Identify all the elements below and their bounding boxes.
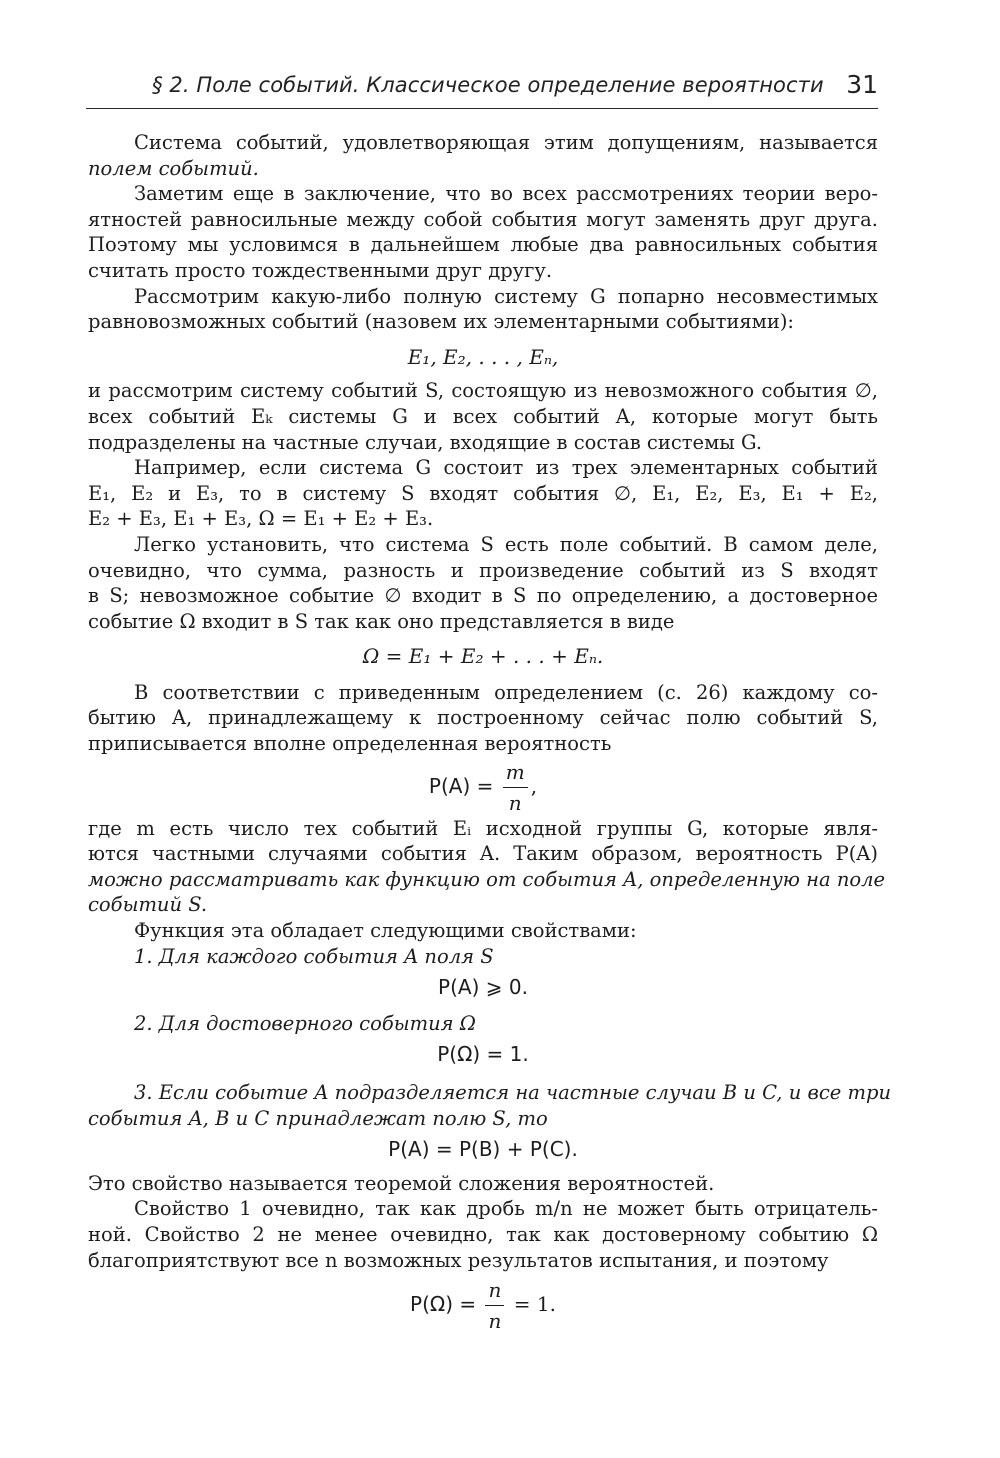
paragraph <box>88 816 886 918</box>
text-line: бытию A, принадлежащему к построенному сейчас полю событий S, <box>88 706 878 730</box>
paragraph <box>88 1080 892 1163</box>
text-line: считать просто тождественными друг другу. <box>88 258 553 282</box>
paragraph <box>88 944 878 1001</box>
paragraph <box>88 130 878 181</box>
text-line: Рассмотрим какую-либо полную систему G попарно несовместимых <box>134 284 878 308</box>
text-line: можно рассматривать как функцию от события A, определенную на поле <box>88 867 886 891</box>
text-line: благоприятствуют все n возможных результатов испытания, и поэтому <box>88 1248 829 1272</box>
text-line: в S; невозможное событие ∅ входит в S по определению, а достоверное <box>88 584 878 608</box>
text-line: событие Ω входит в S так как оно представляется в виде <box>88 609 675 633</box>
text-line: подразделены на частные случаи, входящие в состав системы G. <box>88 430 763 454</box>
display-equation: P(Ω) = 1. <box>437 1042 529 1067</box>
page-number: 31 <box>846 70 878 99</box>
section-title: § 2. Поле событий. Классическое определение вероятности <box>152 73 824 97</box>
text-line: E₁, E₂ и E₃, то в систему S входят события ∅, E₁, E₂, E₃, E₁ + E₂, <box>88 481 878 505</box>
text-line: 3. Если событие A подразделяется на частные случаи B и C, и все три <box>134 1081 892 1104</box>
paragraph <box>88 680 878 816</box>
text-line: приписывается вполне определенная вероятность <box>88 732 612 756</box>
running-header <box>86 64 878 109</box>
text-line: Заметим еще в заключение, что во всех рассмотрениях теории веро- <box>134 182 878 206</box>
display-equation: P(A) = P(B) + P(C). <box>388 1137 578 1162</box>
text-line: всех событий Eₖ системы G и всех событий A, которые могут быть <box>88 404 878 428</box>
text-line: Функция эта обладает следующими свойствами: <box>134 919 637 943</box>
equation-lhs: P(A) = <box>428 773 494 798</box>
text-line: равновозможных событий (назовем их элементарными событиями): <box>88 310 794 334</box>
text-line: и рассмотрим систему событий S, состоящую из невозможного события ∅, <box>88 379 878 403</box>
display-equation: P(A) ⩾ 0. <box>438 975 528 1000</box>
text-line: Например, если система G состоит из трех элементарных событий <box>134 456 878 480</box>
equation-lhs: P(Ω) = <box>410 1292 477 1317</box>
text-line: ятностей равносильные между собой события могут заменять друг друга. <box>88 207 878 231</box>
text-line: события A, B и C принадлежат полю S, то <box>88 1106 548 1130</box>
equation-tail: , <box>530 773 538 798</box>
paragraph <box>88 1196 878 1334</box>
text-line: В соответствии с приведенным определением (с. 26) каждому со- <box>134 680 878 704</box>
text-line: очевидно, что сумма, разность и произведение событий из S входят <box>88 558 878 582</box>
paragraph <box>88 378 878 455</box>
paragraph <box>88 181 878 283</box>
display-equation-fraction <box>88 759 878 816</box>
fraction-numerator: m <box>503 759 528 788</box>
text-line: Это свойство называется теоремой сложения вероятностей. <box>88 1171 715 1195</box>
paragraph <box>88 532 878 670</box>
fraction-numerator: n <box>485 1277 504 1306</box>
paragraph <box>88 284 878 371</box>
fraction <box>485 1277 504 1334</box>
text-line: Система событий, удовлетворяющая этим допущениям, называется <box>134 131 878 154</box>
display-equation: Ω = E₁ + E₂ + . . . + Eₙ. <box>362 644 604 669</box>
fraction-denominator: n <box>488 1309 502 1334</box>
text-line: E₂ + E₃, E₁ + E₃, Ω = E₁ + E₂ + E₃. <box>88 507 434 531</box>
fraction <box>503 759 528 816</box>
text-line: событий S. <box>88 893 208 917</box>
text-line: Поэтому мы условимся в дальнейшем любые два равносильных события <box>88 233 878 257</box>
text-line: полем событий. <box>88 156 259 180</box>
paragraph <box>88 1171 878 1197</box>
fraction-denominator: n <box>508 790 522 815</box>
equation-tail: = 1. <box>513 1292 556 1317</box>
text-line: 2. Для достоверного события Ω <box>134 1011 476 1035</box>
paragraph <box>88 918 878 944</box>
text-line: Свойство 1 очевидно, так как дробь m/n не может быть отрицатель- <box>134 1197 878 1221</box>
display-equation: E₁, E₂, . . . , Eₙ, <box>407 344 559 369</box>
paragraph <box>88 455 878 532</box>
text-line: где m есть число тех событий Eᵢ исходной группы G, которые явля- <box>88 816 878 840</box>
text-line: ются частными случаями события A. Таким образом, вероятность P(A) <box>88 842 878 866</box>
body-text <box>88 130 892 1334</box>
display-equation-fraction <box>88 1277 878 1334</box>
text-line: 1. Для каждого события A поля S <box>134 944 494 968</box>
text-line: Легко установить, что система S есть поле событий. В самом деле, <box>134 532 878 556</box>
text-line: ной. Свойство 2 не менее очевидно, так как достоверному событию Ω <box>88 1222 878 1246</box>
paragraph <box>88 1011 878 1068</box>
